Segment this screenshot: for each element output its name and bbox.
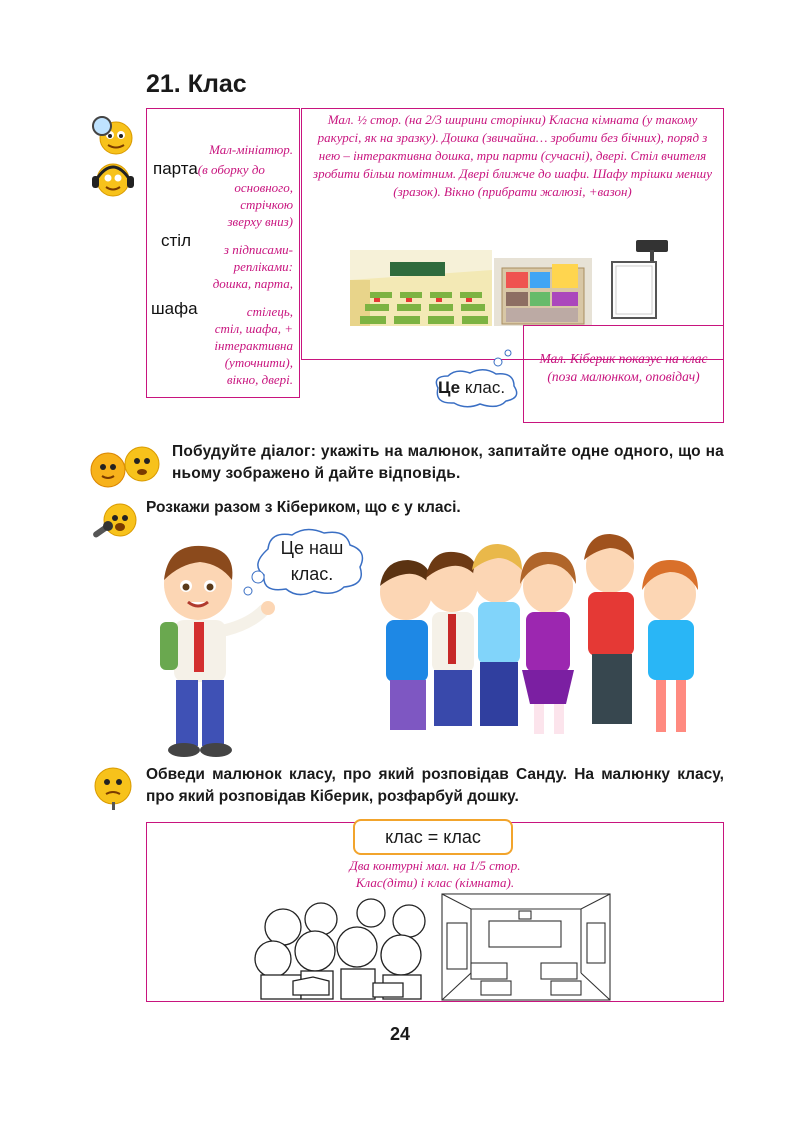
- magnifier-smiley-icon: [88, 112, 138, 156]
- note-text: (в оборку до: [197, 162, 265, 177]
- wardrobe-photo: [494, 258, 592, 326]
- interactive-board-photo: [606, 238, 670, 322]
- task-circle-color: Обведи малюнок класу, про який розповідав Санду. На малюнку класу, про який розповідав Кіберик, розфарбуй дошку.: [146, 766, 724, 805]
- note-line: вікно, двері.: [226, 372, 293, 387]
- note-line: стрічкою: [240, 197, 293, 212]
- note-text: Мал-мініатюр.: [209, 142, 293, 157]
- note-line: стілець,: [246, 304, 293, 319]
- bubble-line: Це наш: [280, 538, 344, 558]
- mini-pictures-box: [146, 108, 300, 398]
- headphones-smiley-icon: [88, 158, 138, 200]
- note-line: дошка, парта,: [212, 276, 293, 291]
- children-group-illustration: [370, 530, 724, 748]
- side-note-box: [523, 325, 724, 423]
- page-number: 24: [389, 1024, 411, 1044]
- outline-classroom-drawing: [441, 893, 611, 1001]
- bubble-text: клас.: [460, 378, 506, 397]
- task-dialog: Побудуйте діалог: укажіть на малюнок, запитайте одне одного, що на ньому зображено й дайте відповідь.: [172, 443, 724, 482]
- word-table: стіл: [161, 231, 191, 250]
- note-text: Мал. ½ стор. (на 2/3 ширини сторінки) Класна кімната (у такому ракурсі, як на зразку). Дошка (звичайна… зробити без бічних), поряд з нею – інтерактивна дошка, три парти (сучасні), двері. Стіл вчителя зробити більш помітним. Двері ближче до шафи. Шафу трішки меншу (зразок). Вікно (прибрати жалюзі, +вазон): [313, 112, 712, 199]
- outline-children-drawing: [253, 891, 443, 1001]
- two-smileys-talking-icon: [86, 444, 166, 490]
- note-line: Два контурні мал. на 1/5 стор.: [349, 858, 521, 873]
- equation-text: клас = клас: [385, 827, 481, 847]
- equation-box: [353, 819, 513, 855]
- microphone-smiley-icon: [86, 498, 142, 546]
- thinking-smiley-icon: [88, 762, 138, 812]
- outline-pictures-box: [146, 822, 724, 1002]
- word-wardrobe: шафа: [151, 299, 198, 318]
- note-line: Клас(діти) і клас (кімната).: [355, 875, 515, 890]
- speech-bubble-large: [242, 527, 372, 597]
- classroom-photo: [350, 250, 492, 326]
- note-line: інтерактивна: [214, 338, 293, 353]
- task-tell: Розкажи разом з Кібериком, що є у класі.: [146, 499, 461, 516]
- page-title: 21. Клас: [146, 70, 247, 98]
- word-desk: парта: [153, 159, 198, 178]
- bubble-bold-word: Це: [438, 378, 461, 397]
- note-line: основного,: [234, 180, 293, 195]
- note-line: (уточнити),: [224, 355, 293, 370]
- bubble-line: клас.: [290, 564, 334, 584]
- note-line: зверху вниз): [227, 214, 293, 229]
- speech-bubble-small: [428, 368, 522, 408]
- note-line: з підписами-: [223, 242, 293, 257]
- bubble-tail-icon: [488, 346, 518, 368]
- note-line: стіл, шафа, +: [214, 321, 293, 336]
- note-text: Мал. Кіберик показує на клас (поза малюнком, оповідач): [539, 351, 708, 384]
- note-line: репліками:: [233, 259, 293, 274]
